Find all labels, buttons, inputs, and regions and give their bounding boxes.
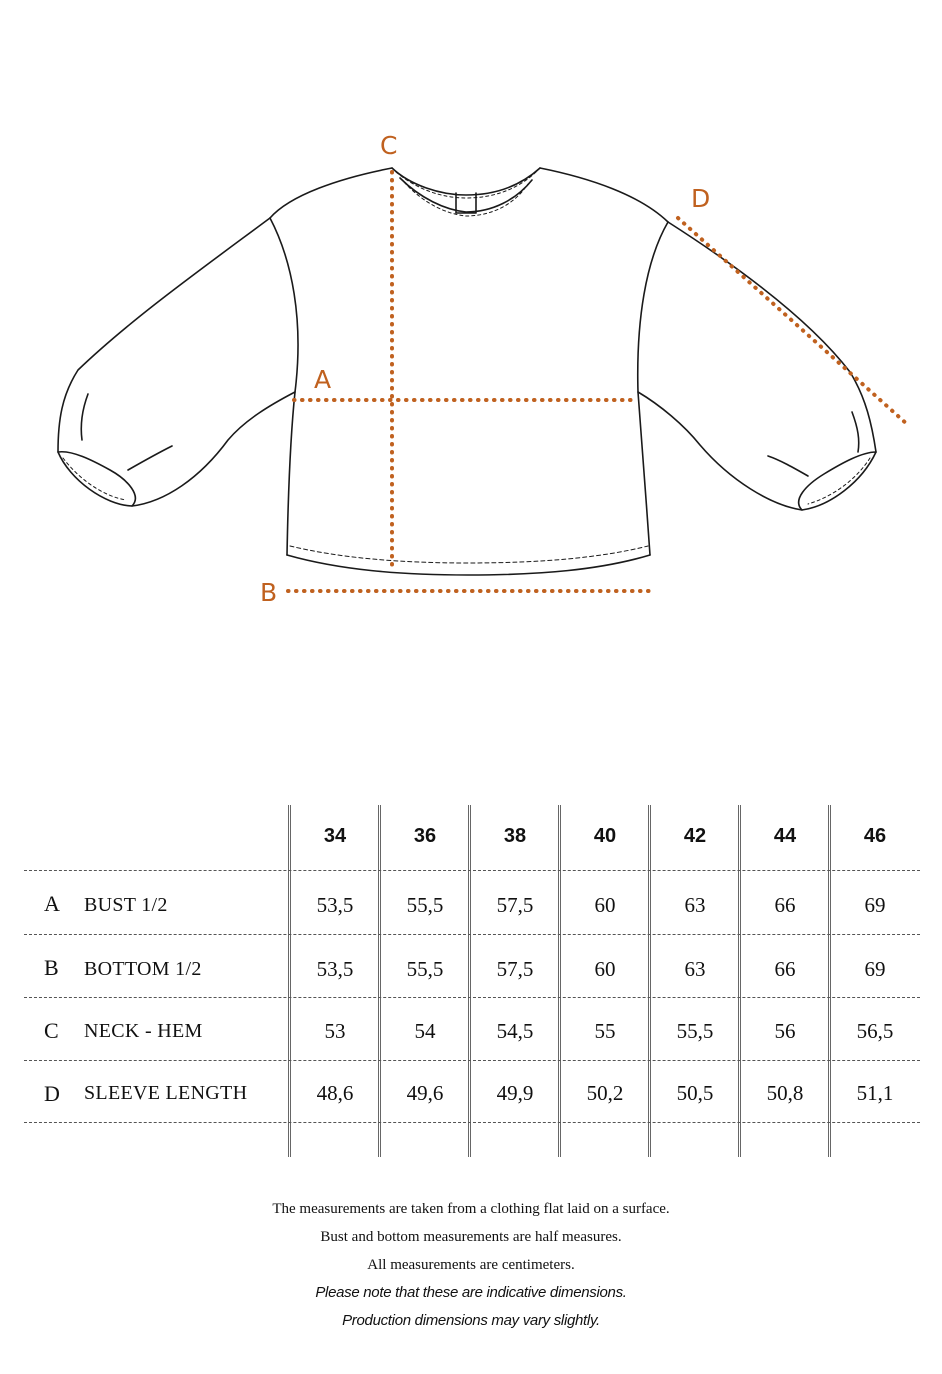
measurement-notes [0, 1195, 942, 1335]
table-cell: 53 [324, 1019, 346, 1043]
table-cell: 66 [774, 957, 796, 981]
table-cell: 69 [864, 893, 886, 917]
table-cell: 50,8 [766, 1081, 804, 1105]
table-cell: 69 [864, 957, 886, 981]
row-name: BOTTOM 1/2 [84, 958, 202, 980]
size-header: 40 [593, 825, 617, 847]
table-cell: 63 [684, 893, 706, 917]
table-cell: 51,1 [856, 1081, 894, 1105]
row-divider [24, 870, 920, 871]
row-letter: B [44, 955, 59, 980]
row-name: NECK - HEM [84, 1020, 203, 1042]
size-header: 42 [683, 825, 707, 847]
disclaimer-line: Please note that these are indicative dimensions. [315, 1284, 627, 1301]
table-cell: 55,5 [406, 893, 444, 917]
table-cell: 49,6 [406, 1081, 444, 1105]
table-cell: 54,5 [496, 1019, 534, 1043]
size-header: 36 [413, 825, 437, 847]
measure-d-line [678, 218, 908, 425]
table-cell: 66 [774, 893, 796, 917]
table-cell: 55 [594, 1019, 616, 1043]
table-cell: 63 [684, 957, 706, 981]
table-cell: 56,5 [856, 1019, 894, 1043]
table-cell: 60 [594, 957, 616, 981]
sweater-outline [58, 168, 876, 575]
table-cell: 48,6 [316, 1081, 354, 1105]
table-cell: 60 [594, 893, 616, 917]
table-cell: 57,5 [496, 957, 534, 981]
size-table [24, 805, 920, 1157]
table-cell: 55,5 [676, 1019, 714, 1043]
row-name: SLEEVE LENGTH [84, 1082, 248, 1104]
size-header: 34 [323, 825, 347, 847]
size-header: 44 [773, 825, 797, 847]
table-cell: 53,5 [316, 957, 354, 981]
measure-label-c: C [380, 131, 398, 160]
size-header: 38 [503, 825, 527, 847]
size-header: 46 [863, 825, 887, 847]
table-cell: 50,5 [676, 1081, 714, 1105]
measure-label-b: B [260, 578, 278, 607]
row-name: BUST 1/2 [84, 894, 168, 916]
note-line: The measurements are taken from a clothing flat laid on a surface. [272, 1201, 670, 1217]
note-line: Bust and bottom measurements are half measures. [320, 1229, 622, 1245]
row-letter: A [44, 891, 60, 916]
measure-label-d: D [691, 184, 711, 213]
table-cell: 55,5 [406, 957, 444, 981]
table-cell: 50,2 [586, 1081, 624, 1105]
row-letter: C [44, 1018, 59, 1043]
table-cell: 57,5 [496, 893, 534, 917]
measure-label-a: A [314, 365, 332, 394]
disclaimer-line: Production dimensions may vary slightly. [342, 1312, 600, 1329]
row-divider [24, 997, 920, 998]
measurement-lines [288, 172, 908, 591]
table-cell: 56 [774, 1019, 796, 1043]
row-divider [24, 1122, 920, 1123]
note-line: All measurements are centimeters. [367, 1257, 575, 1273]
row-letter: D [44, 1081, 60, 1106]
row-divider [24, 934, 920, 935]
table-cell: 53,5 [316, 893, 354, 917]
table-cell: 49,9 [496, 1081, 534, 1105]
row-divider [24, 1060, 920, 1061]
table-cell: 54 [414, 1019, 436, 1043]
